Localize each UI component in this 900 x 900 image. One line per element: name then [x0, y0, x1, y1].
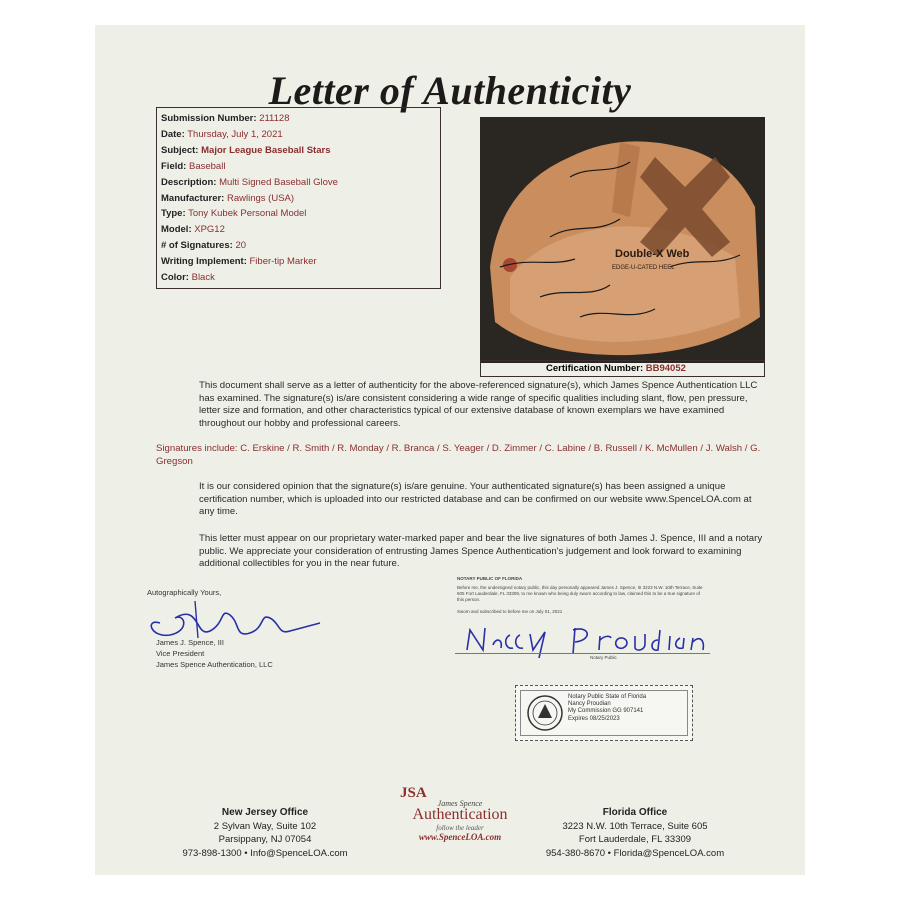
opinion-paragraph [156, 481, 766, 519]
notary-sworn: Sworn and subscribed to before me on July 01, 2021 [457, 609, 563, 614]
new-jersey-office [180, 806, 350, 860]
signer-title: Vice President [156, 649, 205, 658]
field-label: Date: [161, 128, 185, 140]
field-row [161, 222, 436, 238]
field-row [161, 270, 436, 286]
certification-number-box [480, 360, 765, 377]
field-row [161, 175, 436, 191]
watermark-paragraph [156, 533, 766, 571]
field-row [161, 159, 436, 175]
field-row [161, 238, 436, 254]
signer-company: James Spence Authentication, LLC [156, 660, 273, 669]
letter-page [95, 25, 805, 875]
field-label: Writing Implement: [161, 256, 247, 268]
notary-signature-line [455, 653, 710, 654]
notary-stamp [515, 685, 693, 741]
field-label: # of Signatures: [161, 240, 233, 252]
field-value: 211128 [259, 113, 290, 124]
field-value: Rawlings (USA) [226, 192, 295, 204]
signer-salutation: Autographically Yours, [147, 588, 222, 597]
fl-address-2: Fort Lauderdale, FL 33309 [578, 834, 692, 845]
field-label: Field: [161, 160, 187, 172]
jsa-logo: JSA James Spence Authentication follow the leader www.SpenceLOA.com [400, 785, 508, 842]
field-value: Fiber-tip Marker [249, 256, 317, 268]
field-label: Subject: [161, 144, 199, 156]
signer-name: James J. Spence, III [156, 638, 224, 647]
notary-label: Notary Public [590, 655, 617, 660]
glove-brand-text: Double-X Web [615, 248, 690, 260]
fl-office-title: Florida Office [602, 807, 668, 818]
glove-heel-text: EDGE-U-CATED HEEL [612, 265, 675, 271]
opinion-text: It is our considered opinion that the signature(s) is/are genuine. Your authenticated signature(s) has been assigned a unique certification number, which is uploaded into our restricted database and can be confirmed on our website www.SpenceLOA.com at any time. [199, 481, 752, 518]
nj-address-1: 2 Sylvan Way, Suite 102 [213, 820, 317, 832]
notary-signature [455, 620, 715, 660]
field-label: Manufacturer: [161, 192, 225, 204]
letter-title: Letter of Authenticity [268, 68, 632, 113]
field-row [161, 206, 436, 222]
watermark-text: This letter must appear on our proprietary water-marked paper and bear the live signatures of both James J. Spence, III and a notary public. We appreciate your consideration of entrusting James Spence Authentication's judgement and look forward to examining additional collectibles for you in the near future. [199, 533, 763, 570]
notary-header: NOTARY PUBLIC OF FLORIDA [457, 576, 523, 581]
certification-label: Certification Number: [546, 363, 644, 374]
field-value: 20 [235, 240, 247, 252]
field-label: Submission Number: [161, 113, 257, 124]
glove-photo [480, 117, 765, 363]
nj-address-2: Parsippany, NJ 07054 [218, 834, 312, 845]
notary-block [457, 576, 707, 615]
field-value: Multi Signed Baseball Glove [219, 176, 338, 188]
notary-text: Before me, the undersigned notary public, this day personally appeared James J. Spence, III 3223 N.W. 10th Terrace, Suite 605 Fort Lauderdale, FL 33309, to me known who being duly sworn according to law, claimed this to be a true signature of this person. [457, 585, 703, 602]
intro-text: This document shall serve as a letter of authenticity for the above-referenced signature(s), which James Spence Authentication LLC has examined. The signature(s) is/are consistent considering a wide range of specific qualities including slant, flow, pen pressure, letter size and formation, and other characteristics typical of our extensive database of known exemplars we have examined throughout our hobby and professional careers. [199, 380, 758, 430]
field-label: Description: [161, 176, 217, 188]
field-label: Color: [161, 272, 189, 284]
field-value: Thursday, July 1, 2021 [187, 128, 283, 140]
florida-seal-icon [526, 694, 564, 732]
fl-address-1: 3223 N.W. 10th Terrace, Suite 605 [562, 820, 708, 832]
field-label: Type: [161, 208, 186, 220]
nj-contact: 973-898-1300 • Info@SpenceLOA.com [182, 847, 348, 859]
field-value: Major League Baseball Stars [201, 144, 331, 156]
field-row [161, 111, 436, 127]
nj-office-title: New Jersey Office [221, 807, 309, 818]
field-row [161, 191, 436, 207]
fl-contact: 954-380-8670 • Florida@SpenceLOA.com [545, 847, 725, 859]
florida-office [535, 806, 735, 860]
certification-number: BB94052 [645, 363, 686, 374]
field-value: Baseball [188, 160, 226, 172]
field-value: Tony Kubek Personal Model [188, 208, 307, 220]
signer-block [156, 637, 273, 670]
field-row [161, 143, 436, 159]
submission-details-box [156, 107, 441, 289]
field-label: Model: [161, 224, 192, 236]
signatures-list: Signatures include: C. Erskine / R. Smith / R. Monday / R. Branca / S. Yeager / D. Zimmer / C. Labine / B. Russell / K. McMullen / J. Walsh / G. Gregson [156, 443, 761, 467]
field-list [161, 111, 436, 286]
spence-signature [140, 593, 330, 643]
field-value: XPG12 [194, 224, 225, 236]
field-row [161, 127, 436, 143]
field-row [161, 254, 436, 270]
intro-paragraph [156, 380, 766, 431]
field-value: Black [191, 272, 215, 284]
notary-stamp-text: Notary Public State of Florida Nancy Proudian My Commission GG 907141 Expires 08/25/2023 [568, 694, 647, 722]
